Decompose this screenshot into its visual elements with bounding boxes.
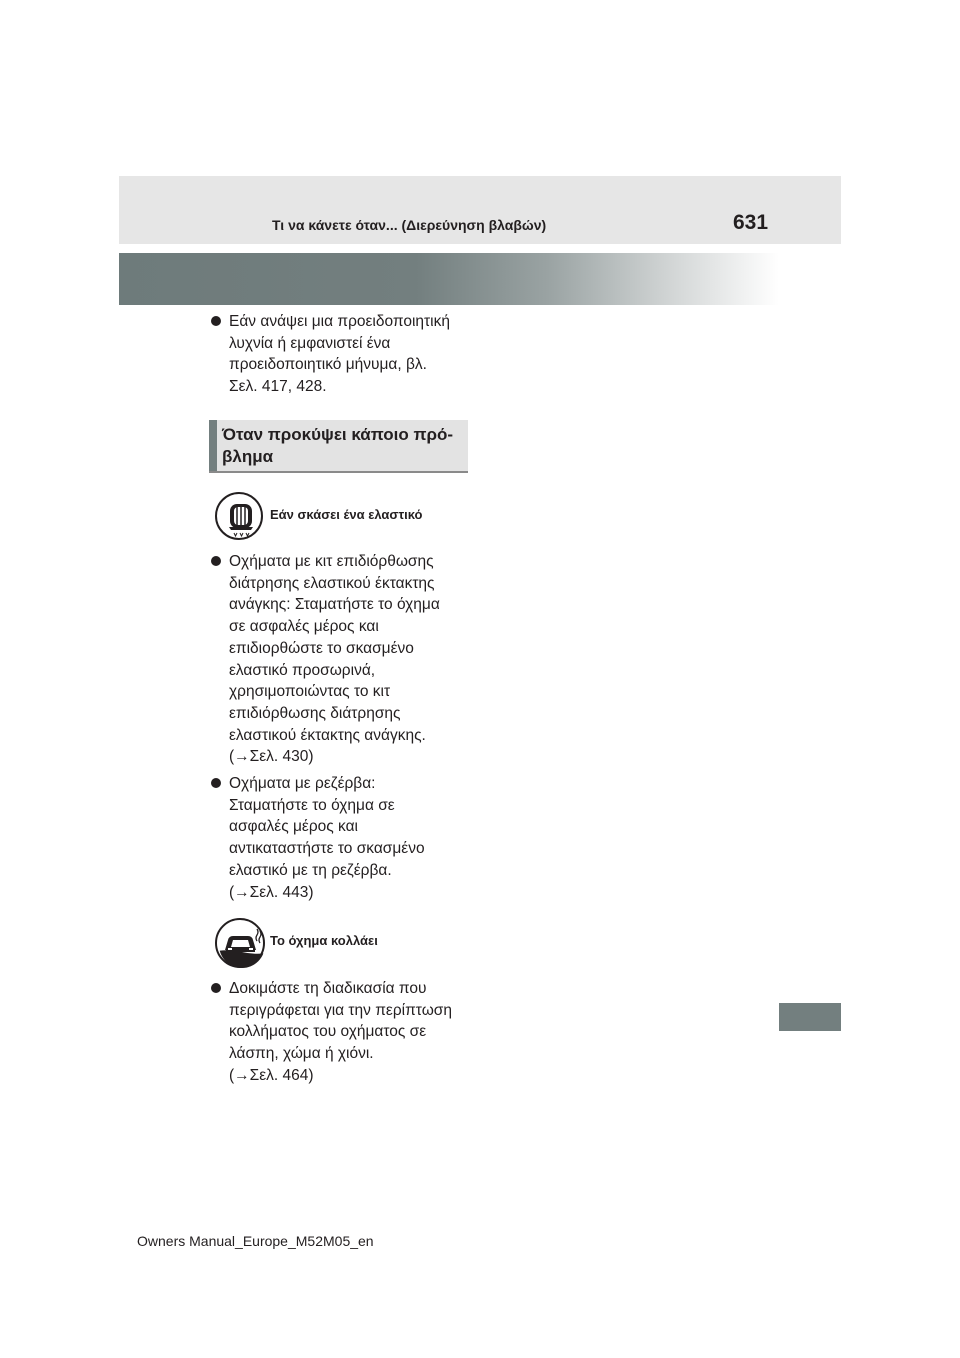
- section-heading-bar: [209, 420, 217, 471]
- page-reference: (→Σελ. 464): [229, 1066, 314, 1084]
- page-reference: (→Σελ. 443): [229, 883, 314, 901]
- bullet-dot: [211, 778, 221, 788]
- footer-text: Owners Manual_Europe_M52M05_en: [137, 1233, 374, 1249]
- bullet-line: Οχήματα με ρεζέρβα:: [229, 775, 376, 792]
- section-title-line: βλημα: [222, 447, 274, 466]
- section-gradient-bar: [119, 253, 779, 305]
- bullet-line: Δοκιμάστε τη διαδικασία που: [229, 980, 427, 997]
- chapter-title: Τι να κάνετε όταν... (Διερεύνηση βλαβών): [272, 217, 547, 233]
- bullet-line: σε ασφαλές μέρος και: [229, 618, 379, 636]
- bullet-line: Οχήματα με κιτ επιδιόρθωσης: [229, 553, 434, 570]
- bullet-line: διάτρησης ελαστικού έκτακτης: [229, 574, 435, 592]
- flat-tire-label: Εάν σκάσει ένα ελαστικό: [270, 507, 423, 522]
- flat-tire-bullet-repair-kit: [229, 551, 440, 768]
- bullet-line: ελαστικού έκτακτης ανάγκης.: [229, 726, 426, 744]
- page-number: 631: [733, 211, 769, 234]
- bullet-line: περιγράφεται για την περίπτωση: [229, 1001, 452, 1019]
- flat-tire-icon: [215, 492, 263, 540]
- bullet-line: κολλήματος του οχήματος σε: [229, 1023, 427, 1041]
- bullet-line: ασφαλές μέρος και: [229, 818, 358, 836]
- bullet-line: λάσπη, χώμα ή χιόνι.: [229, 1045, 374, 1063]
- bullet-line: αντικαταστήστε το σκασμένο: [229, 840, 425, 858]
- bullet-line: ανάγκης: Σταματήστε το όχημα: [229, 596, 440, 614]
- bullet-line: επιδιόρθωσης διάτρησης: [229, 704, 401, 722]
- stuck-vehicle-bullet: [229, 978, 452, 1087]
- section-title-line: Όταν προκύψει κάποιο πρό-: [222, 425, 454, 444]
- bullet-line: λυχνία ή εμφανιστεί ένα: [229, 334, 391, 352]
- bullet-line: προειδοποιητικό μήνυμα, βλ.: [229, 356, 427, 374]
- section-heading-title: [222, 424, 453, 468]
- bullet-line: Εάν ανάψει μια προειδοποιητική: [229, 313, 450, 330]
- bullet-line: χρησιμοποιώντας το κιτ: [229, 683, 391, 701]
- stuck-vehicle-label: Το όχημα κολλάει: [270, 933, 378, 948]
- intro-bullet: [229, 311, 450, 398]
- bullet-line: ελαστικό με τη ρεζέρβα.: [229, 861, 392, 879]
- bullet-dot: [211, 983, 221, 993]
- bullet-line: ελαστικό προσωρινά,: [229, 661, 376, 679]
- bullet-dot: [211, 556, 221, 566]
- flat-tire-bullet-spare: [229, 773, 425, 903]
- chapter-thumb-tab: [779, 1003, 841, 1031]
- section-heading: [209, 420, 468, 473]
- bullet-line: Σελ. 417, 428.: [229, 378, 327, 396]
- bullet-line: Σταματήστε το όχημα σε: [229, 796, 395, 814]
- bullet-dot: [211, 316, 221, 326]
- bullet-line: επιδιορθώστε το σκασμένο: [229, 639, 414, 657]
- page-reference: (→Σελ. 430): [229, 748, 314, 766]
- stuck-car-icon: [215, 918, 265, 968]
